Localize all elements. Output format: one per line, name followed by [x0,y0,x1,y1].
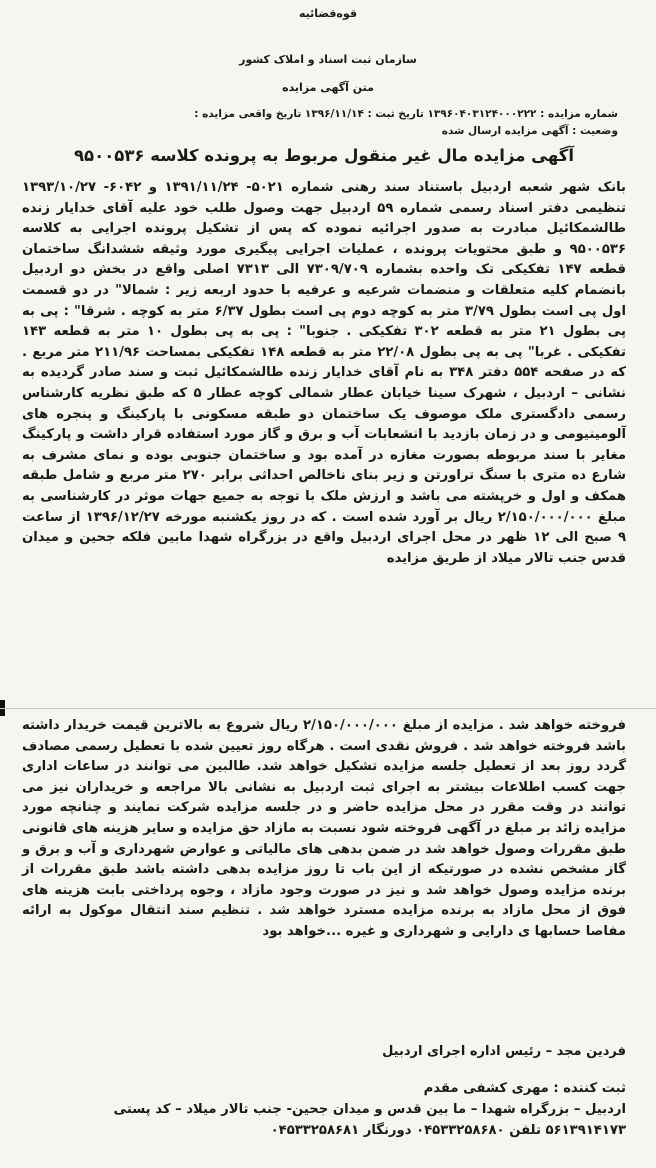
registrar-block [22,1078,626,1141]
header-doc-type: متن آگهی مزایده [282,81,374,94]
notice-title: آگهی مزایده مال غیر منقول مربوط به پرونده کلاسه ۹۵۰۰۵۳۶ [73,146,575,165]
header-agency: سازمان ثبت اسناد و املاک کشور [239,53,417,66]
registrar-address: اردبیل – بزرگراه شهدا – ما بین قدس و میدان جحین- جنب تالار میلاد – کد پستی [113,1102,626,1117]
auction-number-line: شماره مزایده : ۱۳۹۶۰۴۰۳۱۲۴۰۰۰۲۲۲ تاریخ ثبت : ۱۳۹۶/۱۱/۱۴ تاریخ واقعی مزایده : [194,108,618,120]
registrar-name: ثبت کننده : مهری کشفی مقدم [423,1081,626,1096]
signer-line: فردین مجد – رئیس اداره اجرای اردبیل [382,1044,626,1059]
section-divider [0,708,656,709]
notice-meta [30,106,618,140]
notice-body-part2: فروخته خواهد شد . مزایده از مبلغ ۲/۱۵۰/۰۰۰/۰۰۰ ریال شروع به بالاترین قیمت خریدار داشته باشد فروخته خواهد شد . فروش نقدی است . هرگاه روز تعیین شده با تعطیل رسمی مصادف گردد روز بعد از تعطیل جلسه مزایده تشکیل خواهد شد. طالبین می توانند در ساعات اداری جهت کسب اطلاعات بیشتر به اجرای ثبت اردبیل به نشانی بالا مراجعه و خریداران نیز می توانند در وقت مقرر در محل مزایده حاضر و در جلسه مزایده شرکت نمایند و چنانچه مورد مزایده زائد بر مبلغ در آگهی فروخته شود نسبت به مازاد حق مزایده و سایر هزینه های قانونی طبق مقررات وصول خواهد شد در ضمن بدهی های مالیاتی و عوارض شهرداری و آب و برق و گاز مشخص نشده در صورتیکه از این باب تا روز مزایده بدهی داشته باشد طبق مقررات از برنده مزایده وصول خواهد شد و نیز در صورت وجود مازاد ، وجوه پرداختی بابت هزینه های فوق از محل مازاد به برنده مزایده مسترد خواهد شد . تنظیم سند انتقال موکول به ارائه مفاصا حسابها ی دارایی و شهرداری و غیره ...خواهد بود [22,718,626,939]
status-line: وضعیت : آگهی مزایده ارسال شده [441,125,618,137]
registrar-contact: ۵۶۱۳۹۱۴۱۷۳ تلفن ۰۴۵۳۳۲۵۸۶۸۰ دورنگار ۰۴۵۳۳۲۵۸۶۸۱ [270,1123,626,1138]
header-org: قوه‌قضائیه [298,7,358,20]
notice-body-part1: بانک شهر شعبه اردبیل باستناد سند رهنی شماره ۵۰۲۱- ۱۳۹۱/۱۱/۲۴ و ۶۰۴۲- ۱۳۹۳/۱۰/۲۷ تنظیمی دفتر اسناد رسمی شماره ۵۹ اردبیل جهت وصول طلب خود علیه آقای خدایار زنده طالشمکائیل مبادرت به صدور اجرائیه نموده که پس از تشکیل پرونده اجرایی به کلاسه ۹۵۰۰۵۳۶ و طبق محتویات پرونده ، عملیات اجرایی پیگیری مورد وثیقه ششدانگ ساختمان قطعه ۱۴۷ تفکیکی تک واحده بشماره ۷۳۰۹/۷۰۹ الی ۷۳۱۳ اصلی واقع در بخش دو اردبیل بانضمام کلیه متعلقات و منضمات شرعیه و عرفیه با حدود اربعه زیر : شمالا" در دو قسمت اول پی است بطول ۳/۷۹ متر به کوچه دوم پی است بطول ۶/۳۷ متر به کوچه . شرقا" : پی به پی بطول ۲۱ متر به قطعه ۳۰۲ تفکیکی . جنوبا" : پی به پی بطول ۱۰ متر به قطعه ۱۴۳ تفکیکی . غربا" پی به پی بطول ۲۲/۰۸ متر به قطعه ۱۴۸ تفکیکی بمساحت ۲۱۱/۹۶ متر مربع . که در صفحه ۵۵۴ دفتر ۳۴۸ به نام آقای خدایار زنده طالشمکائیل ثبت و سند صادر گردیده به نشانی – اردبیل ، شهرک سینا خیابان عطار شمالی کوچه عطار ۵ که طبق نظریه کارشناس رسمی دادگستری ملک موصوف یک ساختمان دو طبقه مسکونی با پارکینگ و پنجره های آلومینیومی و در زمان بازدید با انشعابات آب و برق و گاز مورد استفاده قرار داشت و پارکینگ مغایر با سند مربوطه بصورت مغازه در آمده بود و ساختمان جنوبی بوده و نمای مشرف به شارع ده متری با سنگ تراورتن و زیر بنای ناخالص احداثی برابر ۲۷۰ متر مربع و شامل طبقه همکف و اول و خرپشته می باشد و ارزش ملک با توجه به جمیع جهات موثر در کارشناسی به مبلغ ۲/۱۵۰/۰۰۰/۰۰۰ ریال بر آورد شده است . که در روز یکشنبه مورخه ۱۳۹۶/۱۲/۲۷ از ساعت ۹ صبح الی ۱۲ ظهر در محل اجرای اردبیل واقع در بزرگراه شهدا مابین فلکه جحین و میدان قدس جنب تالار میلاد از طریق مزایده [22,180,627,566]
